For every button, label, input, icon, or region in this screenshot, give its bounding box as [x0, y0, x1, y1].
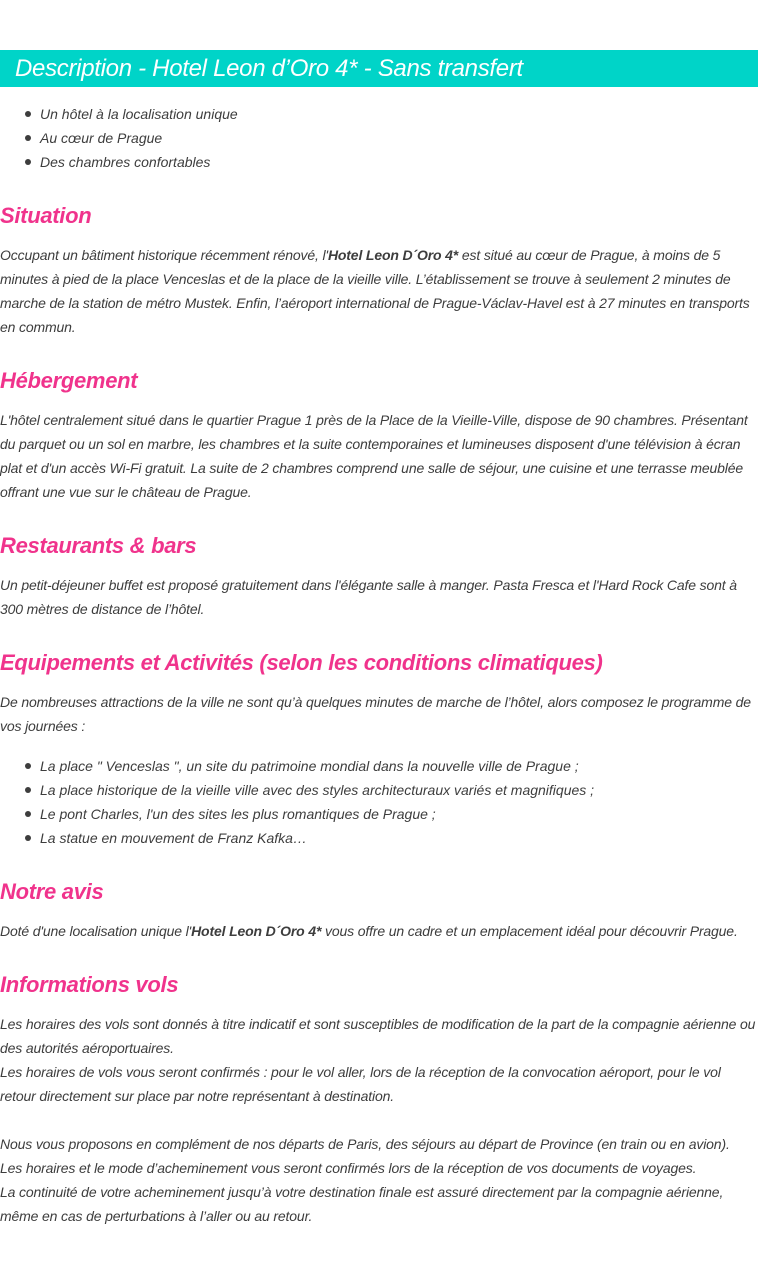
list-item: Des chambres confortables	[0, 150, 758, 174]
vols-text-2: Les horaires de vols vous seront confirmés : pour le vol aller, lors de la réception de la convocation aéroport, pour le vol retour directement sur place par notre représentant à destination.	[0, 1064, 721, 1104]
highlights-list	[0, 102, 758, 174]
bullet-icon	[25, 111, 31, 117]
bullet-icon	[25, 159, 31, 165]
list-item: Le pont Charles, l'un des sites les plus romantiques de Prague ;	[0, 802, 758, 826]
bullet-icon	[25, 763, 31, 769]
list-item: Un hôtel à la localisation unique	[0, 102, 758, 126]
vols-text-4: Les horaires et le mode d’acheminement vous seront confirmés lors de la réception de vos documents de voyages.	[0, 1160, 697, 1176]
list-item: La place historique de la vieille ville avec des styles architecturaux variés et magnifiques ;	[0, 778, 758, 802]
restaurants-text: Un petit-déjeuner buffet est proposé gratuitement dans l'élégante salle à manger. Pasta Fresca et l'Hard Rock Cafe sont à 300 mètres de distance de l’hôtel.	[0, 577, 737, 617]
vols-text-1: Les horaires des vols sont donnés à titre indicatif et sont susceptibles de modification de la part de la compagnie aérienne ou des autorités aéroportuaires.	[0, 1016, 756, 1056]
hotel-name: Hotel Leon D´Oro 4*	[327, 247, 459, 263]
avis-text: Doté d'une localisation unique l'Hotel Leon D´Oro 4* vous offre un cadre et un emplacement idéal pour découvrir Prague.	[0, 923, 738, 939]
attractions-list	[0, 754, 758, 850]
section-title-situation: Situation	[0, 203, 92, 228]
hotel-name: Hotel Leon D´Oro 4*	[191, 923, 322, 939]
bullet-icon	[25, 811, 31, 817]
section-title-equipements: Equipements et Activités (selon les conditions climatiques)	[0, 650, 603, 675]
description-content	[0, 50, 758, 1228]
list-item: La statue en mouvement de Franz Kafka…	[0, 826, 758, 850]
situation-text: Occupant un bâtiment historique récemment rénové, l'Hotel Leon D´Oro 4* est situé au cœur de Prague, à moins de 5 minutes à pied de la place Venceslas et de la place de la vieille ville. L’établissement se trouve à seulement 2 minutes de marche de la station de métro Mustek. Enfin, l’aéroport international de Prague-Václav-Havel est à 27 minutes en transports en commun.	[0, 247, 750, 335]
bullet-icon	[25, 135, 31, 141]
section-title-avis: Notre avis	[0, 879, 104, 904]
bullet-icon	[25, 835, 31, 841]
equipements-text: De nombreuses attractions de la ville ne sont qu’à quelques minutes de marche de l’hôtel, alors composez le programme de vos journées :	[0, 694, 751, 734]
page-title: Description - Hotel Leon d’Oro 4* - Sans transfert	[15, 54, 523, 82]
title-banner	[0, 50, 758, 87]
section-title-hebergement: Hébergement	[0, 368, 138, 393]
list-item: La place " Venceslas ", un site du patrimoine mondial dans la nouvelle ville de Prague ;	[0, 754, 758, 778]
section-title-vols: Informations vols	[0, 972, 179, 997]
section-title-restaurants: Restaurants & bars	[0, 533, 197, 558]
vols-text-3: Nous vous proposons en complément de nos départs de Paris, des séjours au départ de Province (en train ou en avion).	[0, 1136, 730, 1152]
hebergement-text: L'hôtel centralement situé dans le quartier Prague 1 près de la Place de la Vieille-Ville, dispose de 90 chambres. Présentant du parquet ou un sol en marbre, les chambres et la suite contemporaines et lumineuses disposent d'une télévision à écran plat et d'un accès Wi-Fi gratuit. La suite de 2 chambres comprend une salle de séjour, une cuisine et une terrasse meublée offrant une vue sur le château de Prague.	[0, 412, 748, 500]
vols-text-5: La continuité de votre acheminement jusqu’à votre destination finale est assuré directement par la compagnie aérienne, même en cas de perturbations à l’aller ou au retour.	[0, 1184, 724, 1224]
bullet-icon	[25, 787, 31, 793]
list-item: Au cœur de Prague	[0, 126, 758, 150]
